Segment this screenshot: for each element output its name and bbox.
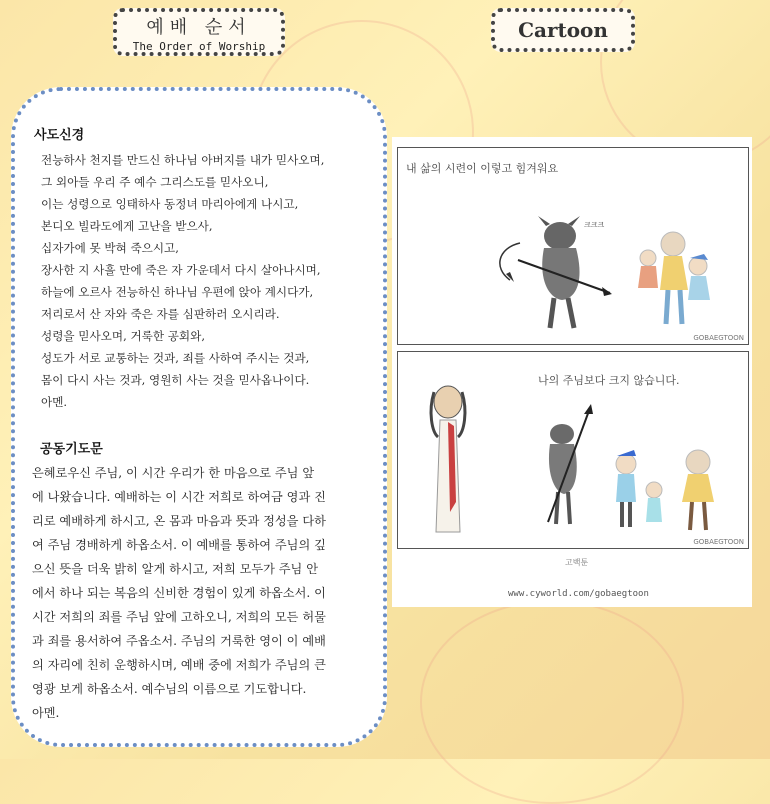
creed-line: 하늘에 오르사 전능하신 하나님 우편에 앉아 계시다가,	[41, 285, 314, 299]
cartoon-panel-1	[397, 147, 749, 345]
creed-line: 이는 성령으로 잉태하사 동정녀 마리아에게 나시고,	[41, 197, 299, 211]
panel-1-caption: 내 삶의 시련이 이렇고 힘겨워요	[406, 162, 559, 175]
order-of-worship-title-en: The Order of Worship	[132, 40, 266, 53]
creed-line: 저리로서 산 자와 죽은 자를 심판하러 오시리라.	[41, 307, 280, 321]
order-of-worship-badge	[113, 8, 285, 56]
creed-line: 몸이 다시 사는 것과, 영원히 사는 것을 믿사옵나이다.	[41, 373, 310, 387]
prayer-line: 의 자리에 친히 운행하시며, 예배 중에 저희가 주님의 큰	[32, 658, 326, 672]
prayer-line: 으신 뜻을 더욱 밝히 알게 하시고, 저희 모두가 주님 안	[32, 562, 318, 576]
creed-line: 그 외아들 우리 주 예수 그리스도를 믿사오니,	[41, 175, 269, 189]
prayer-line: 영광 보게 하옵소서. 예수님의 이름으로 기도합니다.	[32, 682, 307, 696]
creed-line: 아멘.	[41, 395, 68, 409]
order-of-worship-title-ko: 예배 순서	[146, 17, 252, 38]
gobaegtoon-logo	[565, 557, 588, 568]
devil-laugh-text: 크크크	[584, 221, 605, 229]
creed-line: 전능하사 천지를 만드신 하나님 아버지를 내가 믿사오며,	[41, 153, 325, 167]
panel-2-caption: 나의 주님보다 크지 않습니다.	[538, 374, 680, 387]
creed-line: 십자가에 못 박혀 죽으시고,	[41, 241, 179, 255]
prayer-heading: 공동기도문	[40, 442, 103, 457]
creed-heading: 사도신경	[34, 128, 85, 143]
prayer-line: 은혜로우신 주님, 이 시간 우리가 한 마음으로 주님 앞	[32, 466, 315, 480]
devil-and-children-illustration	[398, 148, 748, 344]
gobaegtoon-logo-text: 고백툰	[565, 558, 589, 567]
prayer-line: 아멘.	[32, 706, 60, 720]
creed-line: 성령을 믿사오며, 거룩한 공회와,	[41, 329, 206, 343]
creed-line: 성도가 서로 교통하는 것과, 죄를 사하여 주시는 것과,	[41, 351, 310, 365]
cartoon-title: Cartoon	[518, 18, 608, 42]
creed-line: 본디오 빌라도에게 고난을 받으사,	[41, 219, 213, 233]
cartoon-strip	[392, 137, 752, 607]
jesus-devil-children-illustration	[398, 352, 748, 548]
cartoon-url: www.cyworld.com/gobaegtoon	[508, 589, 649, 599]
prayer-line: 리로 예배하게 하시고, 온 몸과 마음과 뜻과 정성을 다하	[32, 514, 326, 528]
creed-line: 장사한 지 사흘 만에 죽은 자 가운데서 다시 살아나시며,	[41, 263, 321, 277]
panel-1-credit: GOBAEGTOON	[693, 334, 744, 342]
panel-2-credit: GOBAEGTOON	[693, 538, 744, 546]
background-swirl	[420, 600, 684, 804]
prayer-line: 과 죄를 용서하여 주옵소서. 주님의 거룩한 영이 이 예배	[32, 634, 326, 648]
cartoon-badge	[491, 8, 635, 52]
prayer-line: 에서 하나 되는 복음의 신비한 경험이 있게 하옵소서. 이	[32, 586, 326, 600]
prayer-line: 시간 저희의 죄를 주님 앞에 고하오니, 저희의 모든 허물	[32, 610, 326, 624]
worship-text-panel	[11, 87, 387, 747]
prayer-line: 여 주님 경배하게 하옵소서. 이 예배를 통하여 주님의 깊	[32, 538, 326, 552]
prayer-line: 에 나왔습니다. 예배하는 이 시간 저희로 하여금 영과 진	[32, 490, 326, 504]
cartoon-panel-2	[397, 351, 749, 549]
